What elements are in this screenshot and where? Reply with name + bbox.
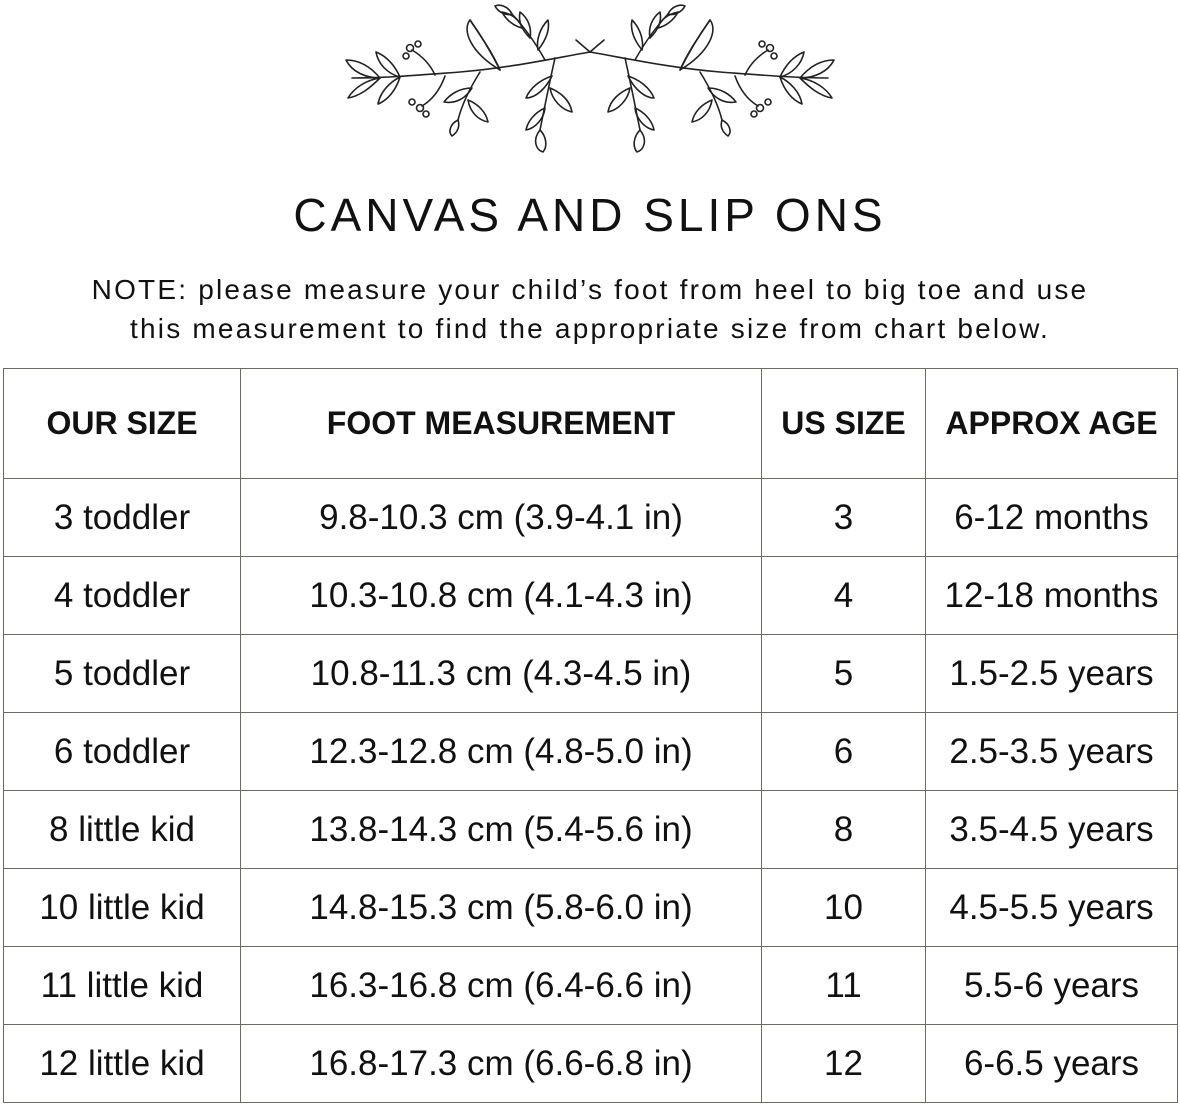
table-row — [4, 713, 1178, 791]
cell-our-size: 4 toddler — [4, 557, 241, 635]
cell-foot-measurement: 16.3-16.8 cm (6.4-6.6 in) — [241, 947, 762, 1025]
header-foot-measurement: FOOT MEASUREMENT — [241, 369, 762, 479]
cell-us-size: 3 — [762, 479, 926, 557]
cell-our-size: 12 little kid — [4, 1025, 241, 1103]
cell-our-size: 6 toddler — [4, 713, 241, 791]
table-row — [4, 869, 1178, 947]
header-our-size: OUR SIZE — [4, 369, 241, 479]
table-row — [4, 1025, 1178, 1103]
cell-approx-age: 4.5-5.5 years — [926, 869, 1178, 947]
cell-foot-measurement: 14.8-15.3 cm (5.8-6.0 in) — [241, 869, 762, 947]
cell-us-size: 4 — [762, 557, 926, 635]
cell-our-size: 10 little kid — [4, 869, 241, 947]
cell-our-size: 3 toddler — [4, 479, 241, 557]
cell-approx-age: 6-12 months — [926, 479, 1178, 557]
cell-us-size: 11 — [762, 947, 926, 1025]
cell-our-size: 5 toddler — [4, 635, 241, 713]
cell-approx-age: 3.5-4.5 years — [926, 791, 1178, 869]
table-row — [4, 479, 1178, 557]
table-row — [4, 791, 1178, 869]
cell-foot-measurement: 10.3-10.8 cm (4.1-4.3 in) — [241, 557, 762, 635]
cell-us-size: 5 — [762, 635, 926, 713]
cell-us-size: 6 — [762, 713, 926, 791]
header-us-size: US SIZE — [762, 369, 926, 479]
cell-foot-measurement: 16.8-17.3 cm (6.6-6.8 in) — [241, 1025, 762, 1103]
size-chart-table — [3, 368, 1178, 1103]
cell-foot-measurement: 12.3-12.8 cm (4.8-5.0 in) — [241, 713, 762, 791]
table-row — [4, 635, 1178, 713]
floral-branch-ornament-icon — [340, 0, 840, 160]
cell-foot-measurement: 10.8-11.3 cm (4.3-4.5 in) — [241, 635, 762, 713]
page-title: CANVAS AND SLIP ONS — [293, 189, 887, 241]
table-row — [4, 557, 1178, 635]
cell-approx-age: 2.5-3.5 years — [926, 713, 1178, 791]
cell-us-size: 10 — [762, 869, 926, 947]
cell-approx-age: 5.5-6 years — [926, 947, 1178, 1025]
cell-us-size: 12 — [762, 1025, 926, 1103]
note-line-1: NOTE: please measure your child’s foot from heel to big toe and use — [91, 274, 1089, 305]
cell-our-size: 11 little kid — [4, 947, 241, 1025]
cell-approx-age: 1.5-2.5 years — [926, 635, 1178, 713]
table-row — [4, 947, 1178, 1025]
note-line-2: this measurement to find the appropriate size from chart below. — [130, 313, 1050, 344]
cell-us-size: 8 — [762, 791, 926, 869]
table-header-row — [4, 369, 1178, 479]
cell-approx-age: 12-18 months — [926, 557, 1178, 635]
cell-foot-measurement: 13.8-14.3 cm (5.4-5.6 in) — [241, 791, 762, 869]
header-approx-age: APPROX AGE — [926, 369, 1178, 479]
cell-approx-age: 6-6.5 years — [926, 1025, 1178, 1103]
cell-foot-measurement: 9.8-10.3 cm (3.9-4.1 in) — [241, 479, 762, 557]
cell-our-size: 8 little kid — [4, 791, 241, 869]
measurement-note — [0, 270, 1180, 348]
